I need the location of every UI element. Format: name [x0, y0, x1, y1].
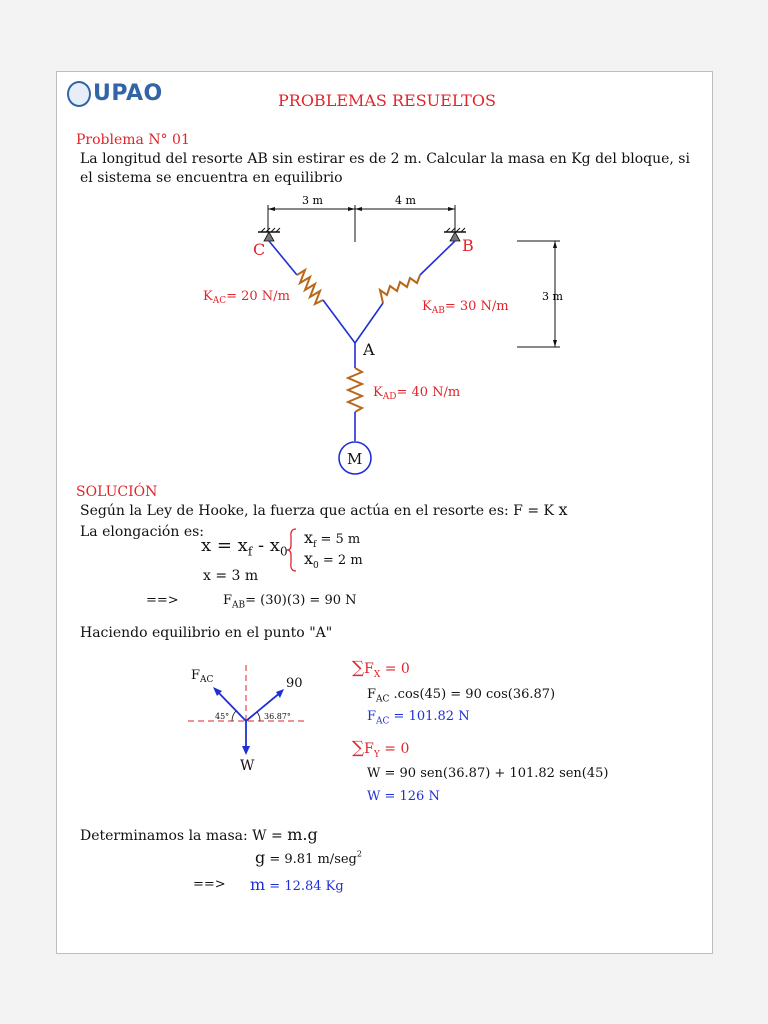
- sum-fy-heading: $\sum F_Y = 0$: [352, 738, 410, 760]
- dim-label-left: 3 m: [302, 194, 323, 207]
- k-ab-label: $K_{AB}= 30$ N/m: [422, 299, 509, 316]
- point-c-label: C: [253, 240, 266, 259]
- equilibrium-text: Haciendo equilibrio en el punto "A": [80, 625, 333, 641]
- mass-result: m = 12.84 Kg: [250, 875, 344, 894]
- brace-icon: [286, 527, 298, 573]
- fac-result: $F_{AC} = 101.82$ N: [367, 709, 470, 727]
- page-title: PROBLEMAS RESUELTOS: [278, 91, 496, 110]
- free-body-diagram: [180, 660, 320, 775]
- fab-equation: $F_{AB}= (30)(3) = 90$ N: [223, 593, 357, 611]
- angle-left-label: 45°: [215, 712, 230, 721]
- xf-value: $x_f = 5$ m: [304, 528, 361, 551]
- solution-heading: SOLUCIÓN: [76, 484, 158, 500]
- implies-arrow-1: ==>: [146, 593, 179, 608]
- spring-ad: [348, 343, 362, 441]
- angle-right-label: 36.87°: [264, 712, 291, 721]
- fbd-force-90: 90: [286, 676, 303, 691]
- dim-label-vertical: 3 m: [542, 290, 563, 303]
- spring-system-diagram: [0, 0, 768, 480]
- k-ac-label: $K_{AC}= 20$ N/m: [203, 289, 290, 306]
- fy-equation: W = 90 sen(36.87) + 101.82 sen(45): [367, 766, 609, 781]
- mass-label: M: [347, 450, 363, 468]
- fbd-weight-label: W: [240, 758, 255, 774]
- weight-result: W = 126 N: [367, 789, 440, 804]
- elongation-equation: $x = x_f - x_0$: [201, 535, 288, 559]
- hooke-law-text: Según la Ley de Hooke, la fuerza que actúa en el resorte es: F = K x: [80, 500, 568, 519]
- dim-label-right: 4 m: [395, 194, 416, 207]
- fx-equation: $F_{AC}$ .cos(45) = 90 cos(36.87): [367, 687, 556, 705]
- gravity-value: g = 9.81 m/seg$^2$: [255, 848, 362, 867]
- problem-statement-line2: el sistema se encuentra en equilibrio: [80, 170, 343, 186]
- implies-arrow-2: ==>: [193, 877, 226, 892]
- spring-ab: [355, 241, 455, 343]
- point-b-label: B: [462, 236, 474, 255]
- sum-fx-heading: $\sum F_X = 0$: [352, 658, 410, 680]
- university-logo: UPAO: [93, 81, 163, 106]
- mass-label-text: Determinamos la masa: W = m.g: [80, 825, 318, 844]
- k-ad-label: $K_{AD}= 40$ N/m: [373, 385, 461, 402]
- problem-label: Problema N° 01: [76, 132, 190, 148]
- x-result: x = 3 m: [203, 568, 259, 584]
- point-a-label: A: [363, 340, 375, 359]
- elongation-label: La elongación es:: [80, 524, 205, 540]
- x0-value: $x_0 = 2$ m: [304, 549, 363, 572]
- fbd-fac-label: $F_{AC}$: [191, 668, 214, 685]
- problem-statement-line1: La longitud del resorte AB sin estirar es de 2 m. Calcular la masa en Kg del bloque, si: [80, 151, 690, 167]
